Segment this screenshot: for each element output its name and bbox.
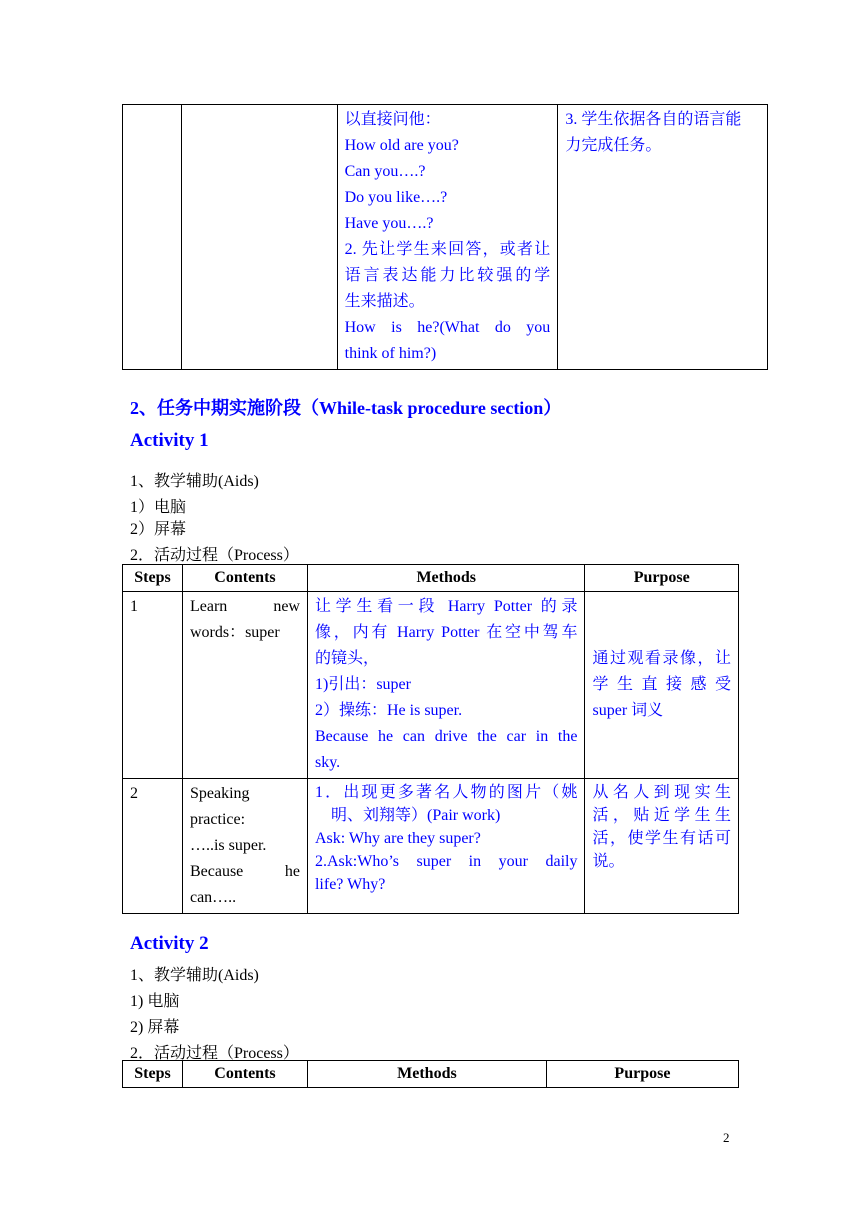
table-header-row xyxy=(123,565,739,592)
content-cell xyxy=(182,779,307,914)
header-contents: Contents xyxy=(182,565,307,592)
continued-table xyxy=(122,104,768,370)
aids-label: 1、教学辅助(Aids) xyxy=(130,473,259,490)
method-line: life? Why? xyxy=(314,876,386,893)
method-line: 语言表达能力比较强的学 xyxy=(344,267,551,284)
activity-2-title: Activity 2 xyxy=(130,933,209,954)
method-line: How is he?(What do you xyxy=(344,319,551,336)
content-line: Because he xyxy=(189,863,300,880)
page-number: 2 xyxy=(723,1130,730,1145)
header-steps: Steps xyxy=(123,1061,183,1088)
purpose-line: 3. 学生依据各自的语言能 xyxy=(565,111,742,128)
aid-item: 1) 电脑 xyxy=(130,993,180,1010)
header-steps: Steps xyxy=(123,565,183,592)
method-line: Can you….? xyxy=(344,163,426,180)
method-line: 2. 先让学生来回答，或者让 xyxy=(344,241,551,258)
method-line: 像，内有 Harry Potter 在空中驾车 xyxy=(314,624,578,641)
contents-cell xyxy=(181,105,337,370)
process-label: 2．活动过程（Process） xyxy=(130,547,299,564)
method-line: 以直接问他： xyxy=(344,111,441,128)
table-header-row xyxy=(123,1061,739,1088)
table-row xyxy=(123,105,768,370)
activity-2-table xyxy=(122,1060,739,1088)
method-cell xyxy=(307,592,585,779)
method-line: 让学生看一段 Harry Potter 的录 xyxy=(314,598,578,615)
method-line: 2.Ask:Who’s super in your daily xyxy=(314,853,578,870)
section-heading: 2、任务中期实施阶段（While-task procedure section） xyxy=(130,398,562,418)
purpose-line: 活，使学生有话可 xyxy=(592,830,731,847)
method-line: 的镜头， xyxy=(314,650,379,667)
header-purpose: Purpose xyxy=(546,1061,738,1088)
purpose-line: 学生直接感受 xyxy=(592,676,731,693)
method-line: 明、刘翔等）(Pair work) xyxy=(330,807,501,824)
method-line: sky. xyxy=(314,754,341,771)
activity-1-table xyxy=(122,564,739,914)
step-cell: 1 xyxy=(123,592,183,779)
header-methods: Methods xyxy=(307,1061,546,1088)
content-line: practice: xyxy=(189,811,246,828)
method-line: Because he can drive the car in the xyxy=(314,728,578,745)
aid-item: 2）屏幕 xyxy=(130,521,187,538)
content-line: …..is super. xyxy=(189,837,267,854)
method-line: 1．出现更多著名人物的图片（姚 xyxy=(314,784,578,801)
header-purpose: Purpose xyxy=(585,565,739,592)
header-contents: Contents xyxy=(182,1061,307,1088)
purpose-cell xyxy=(585,592,739,779)
method-cell xyxy=(307,779,585,914)
method-line: 生来描述。 xyxy=(344,293,425,310)
method-line: How old are you? xyxy=(344,137,459,154)
methods-cell xyxy=(337,105,558,370)
aid-item: 1）电脑 xyxy=(130,499,187,516)
content-cell xyxy=(182,592,307,779)
purpose-cell xyxy=(585,779,739,914)
method-line: Ask: Why are they super? xyxy=(314,830,481,847)
aid-item: 2) 屏幕 xyxy=(130,1019,180,1036)
purpose-line: 从名人到现实生 xyxy=(592,784,731,801)
process-label: 2．活动过程（Process） xyxy=(130,1045,299,1062)
purpose-line: 通过观看录像，让 xyxy=(592,650,731,667)
purpose-cell xyxy=(558,105,768,370)
method-line: think of him?) xyxy=(344,345,437,362)
content-line: Speaking xyxy=(189,785,250,802)
table-row xyxy=(123,779,739,914)
content-line: words：super xyxy=(189,624,280,641)
purpose-line: 活，贴近学生生 xyxy=(592,807,731,824)
purpose-line: super 词义 xyxy=(592,702,664,719)
content-line: Learn new xyxy=(189,598,300,615)
step-cell: 2 xyxy=(123,779,183,914)
purpose-line: 力完成任务。 xyxy=(565,137,662,154)
activity-1-title: Activity 1 xyxy=(130,430,209,451)
content-line: can….. xyxy=(189,889,237,906)
method-line: 2）操练：He is super. xyxy=(314,702,463,719)
method-line: Do you like….? xyxy=(344,189,448,206)
method-line: 1)引出：super xyxy=(314,676,411,693)
method-line: Have you….? xyxy=(344,215,434,232)
header-methods: Methods xyxy=(307,565,585,592)
table-row xyxy=(123,592,739,779)
purpose-line: 说。 xyxy=(592,853,625,870)
aids-label: 1、教学辅助(Aids) xyxy=(130,967,259,984)
steps-cell xyxy=(123,105,182,370)
